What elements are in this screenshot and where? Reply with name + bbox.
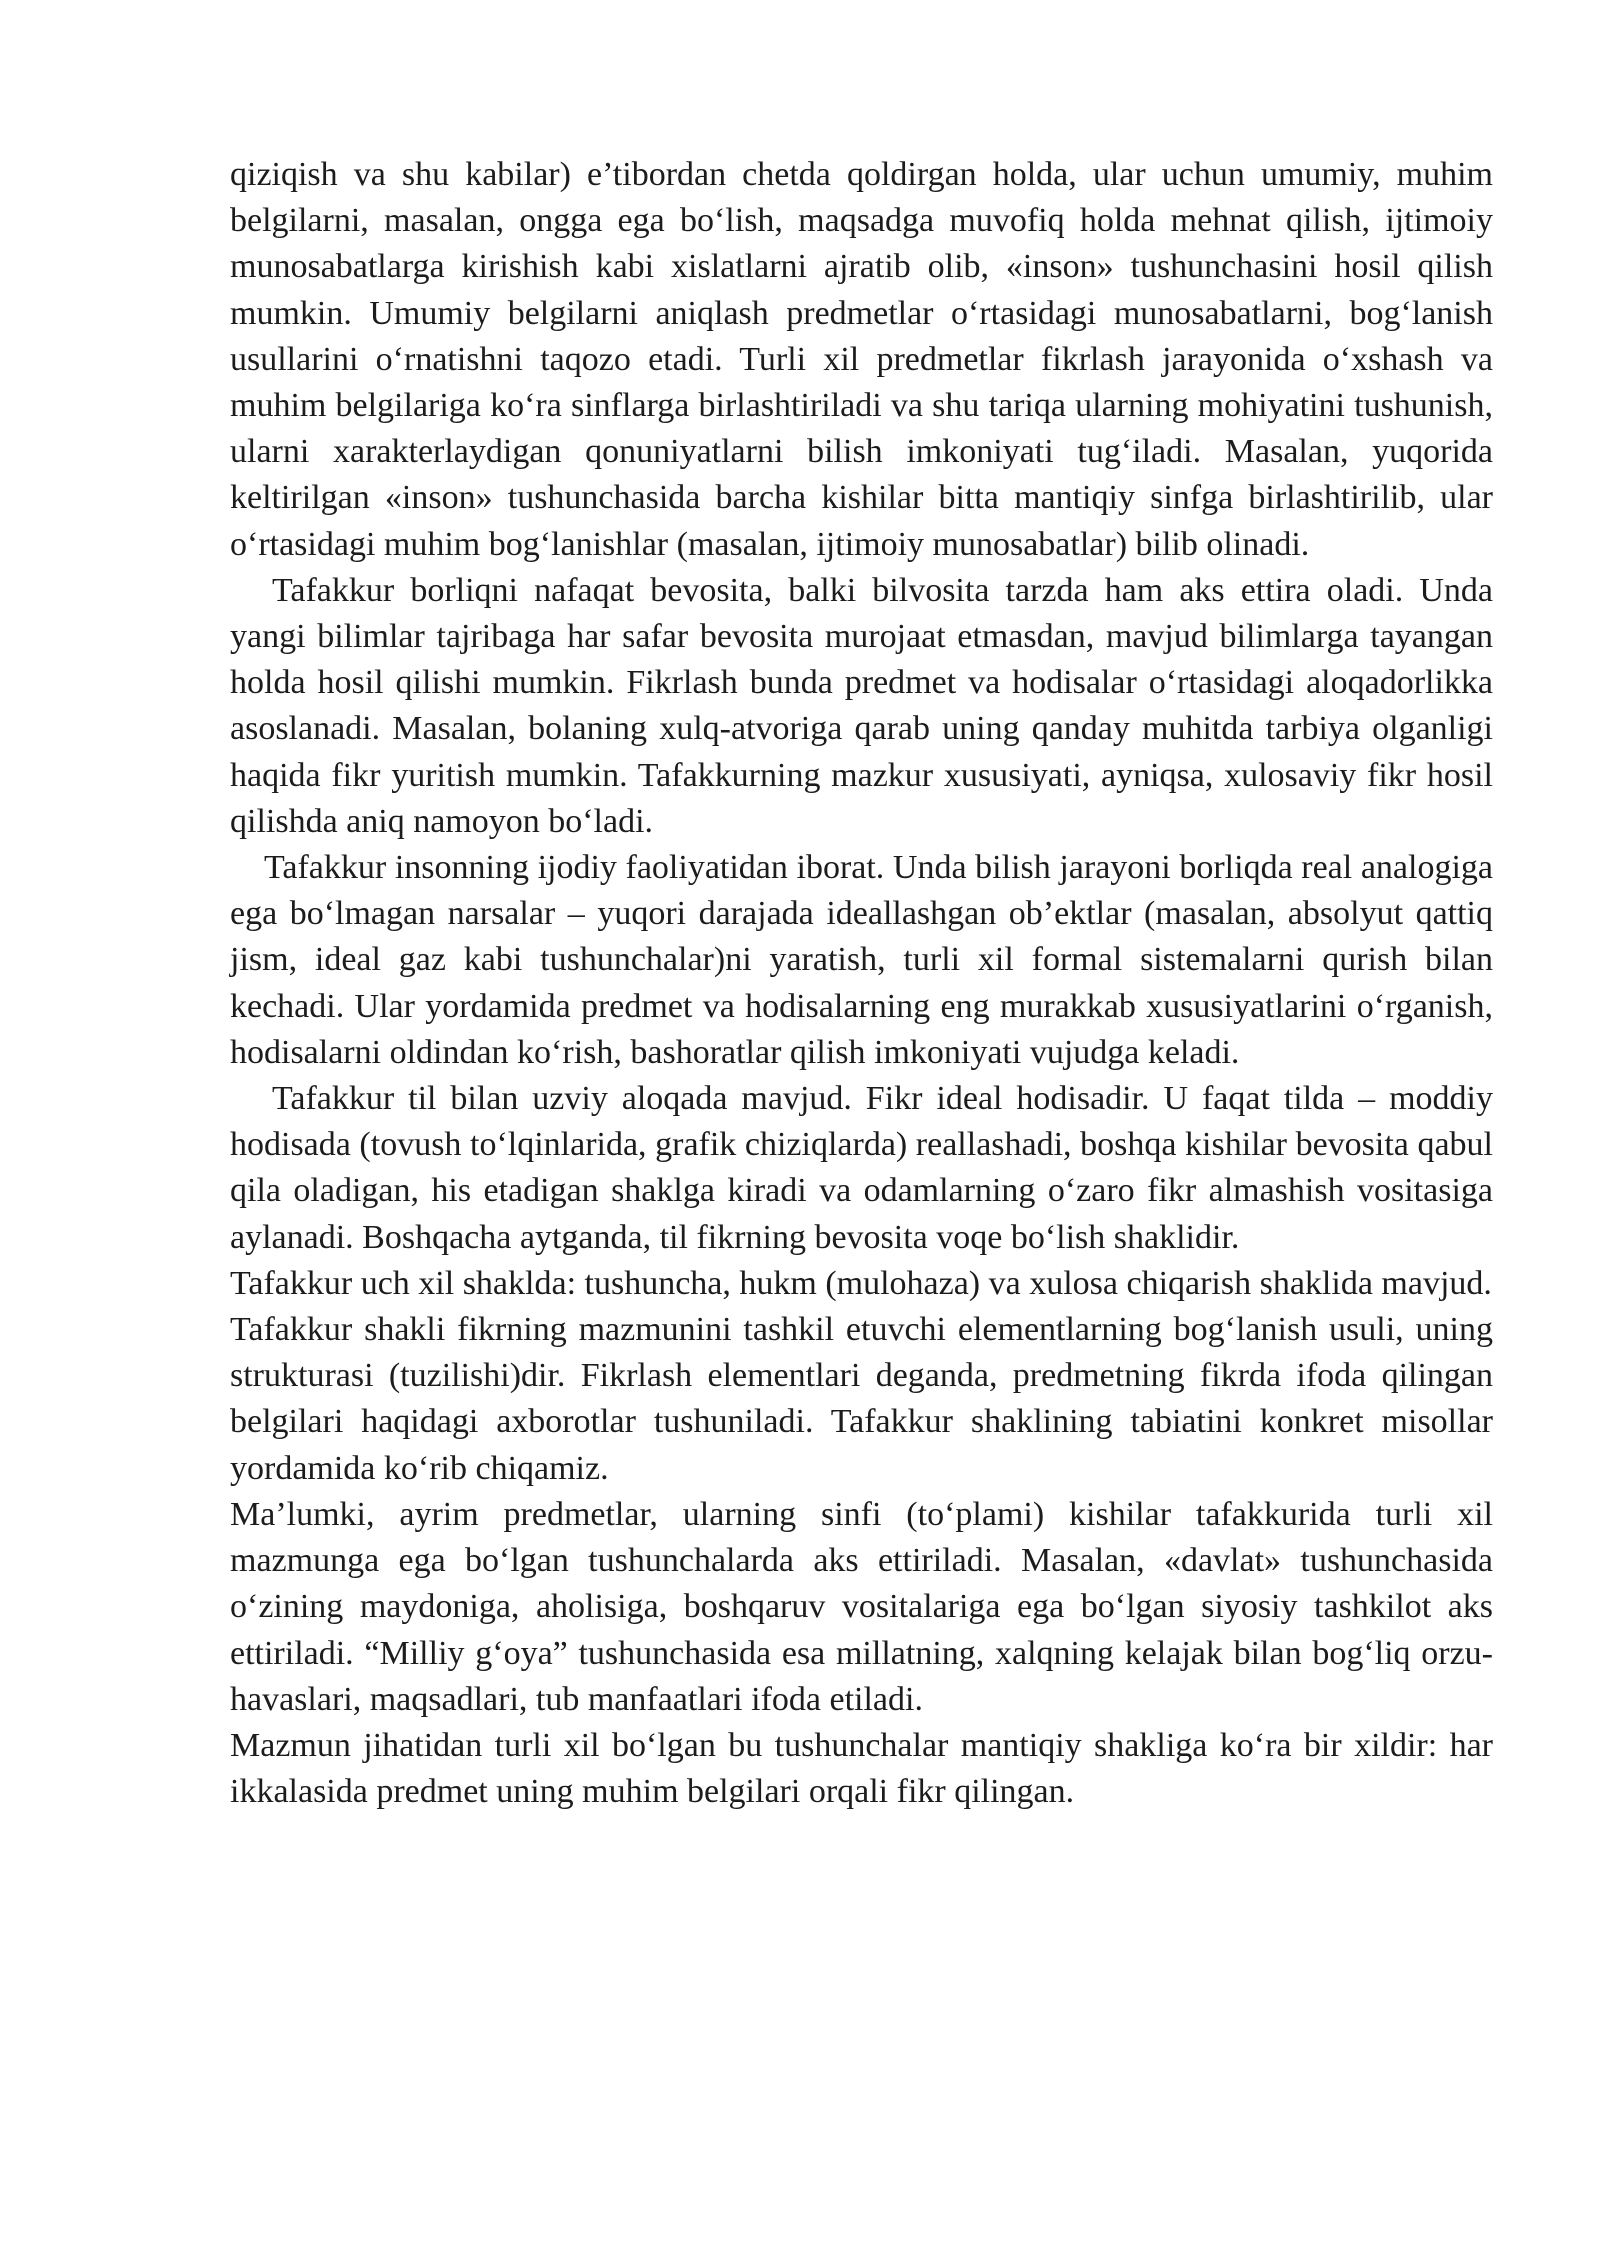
paragraph-8: Mazmun jihatidan turli xil bo‘lgan bu tushunchalar mantiqiy shakliga ko‘ra bir xildir: har ikkalasida predmet uning muhim belgilari orqali fikr qilingan. [230, 1726, 1493, 1811]
paragraph-7: Ma’lumki, ayrim predmetlar, ularning sinfi (to‘plami) kishilar tafakkurida turli xil mazmunga ega bo‘lgan tushunchalarda aks ettiriladi. Masalan, «davlat» tushunchasida o‘zining maydoniga, aholisiga, boshqaruv vositalariga ega bo‘lgan siyosiy tashkilot aks ettiriladi. “Milliy g‘oya” tushunchasida esa millatning, xalqning kelajak bilan bog‘liq orzu-havaslari, maqsadlari, tub manfaatlari ifoda etiladi. [230, 1495, 1493, 1718]
document-page [230, 152, 1493, 1815]
paragraph-1: qiziqish va shu kabilar) e’tibordan chetda qoldirgan holda, ular uchun umumiy, muhim belgilarni, masalan, ongga ega bo‘lish, maqsadga muvofiq holda mehnat qilish, ijtimoiy munosabatlarga kirishish kabi xislatlarni ajratib olib, «inson» tushunchasini hosil qilish mumkin. Umumiy belgilarni aniqlash predmetlar o‘rtasidagi munosabatlarni, bog‘lanish usullarini o‘rnatishni taqozo etadi. Turli xil predmetlar fikrlash jarayonida o‘xshash va muhim belgilariga ko‘ra sinflarga birlashtiriladi va shu tariqa ularning mohiyatini tushunish, ularni xarakterlaydigan qonuniyatlarni bilish imkoniyati tug‘iladi. Masalan, yuqorida keltirilgan «inson» tushunchasida barcha kishilar bitta mantiqiy sinfga birlashtirilib, ular o‘rtasidagi muhim bog‘lanishlar (masalan, ijtimoiy munosabatlar) bilib olinadi. [230, 156, 1493, 563]
paragraph-2: Tafakkur borliqni nafaqat bevosita, balki bilvosita tarzda ham aks ettira oladi. Unda yangi bilimlar tajribaga har safar bevosita murojaat etmasdan, mavjud bilimlarga tayangan holda hosil qilishi mumkin. Fikrlash bunda predmet va hodisalar o‘rtasidagi aloqadorlikka asoslanadi. Masalan, bolaning xulq-atvoriga qarab uning qanday muhitda tarbiya olganligi haqida fikr yuritish mumkin. Tafakkurning mazkur xususiyati, ayniqsa, xulosaviy fikr hosil qilishda aniq namoyon bo‘ladi. [230, 571, 1493, 840]
paragraph-6: Tafakkur shakli fikrning mazmunini tashkil etuvchi elementlarning bog‘lanish usuli, uning strukturasi (tuzilishi)dir. Fikrlash elementlari deganda, predmetning fikrda ifoda qilingan belgilari haqidagi axborotlar tushuniladi. Tafakkur shaklining tabiatini konkret misollar yordamida ko‘rib chiqamiz. [230, 1311, 1493, 1487]
paragraph-5: Tafakkur uch xil shaklda: tushuncha, hukm (mulohaza) va xulosa chiqarish shaklida mavjud. [230, 1264, 1492, 1302]
paragraph-3: Tafakkur insonning ijodiy faoliyatidan iborat. Unda bilish jarayoni borliqda real analogiga ega bo‘lmagan narsalar – yuqori darajada ideallashgan ob’ektlar (masalan, absolyut qattiq jism, ideal gaz kabi tushunchalar)ni yaratish, turli xil formal sistemalarni qurish bilan kechadi. Ular yordamida predmet va hodisalarning eng murakkab xususiyatlarini o‘rganish, hodisalarni oldindan ko‘rish, bashoratlar qilish imkoniyati vujudga keladi. [230, 849, 1493, 1071]
paragraph-4: Tafakkur til bilan uzviy aloqada mavjud. Fikr ideal hodisadir. U faqat tilda – moddiy hodisada (tovush to‘lqinlarida, grafik chiziqlarda) reallashadi, boshqa kishilar bevosita qabul qila oladigan, his etadigan shaklga kiradi va odamlarning o‘zaro fikr almashish vositasiga aylanadi. Boshqacha aytganda, til fikrning bevosita voqe bo‘lish shaklidir. [230, 1080, 1493, 1256]
